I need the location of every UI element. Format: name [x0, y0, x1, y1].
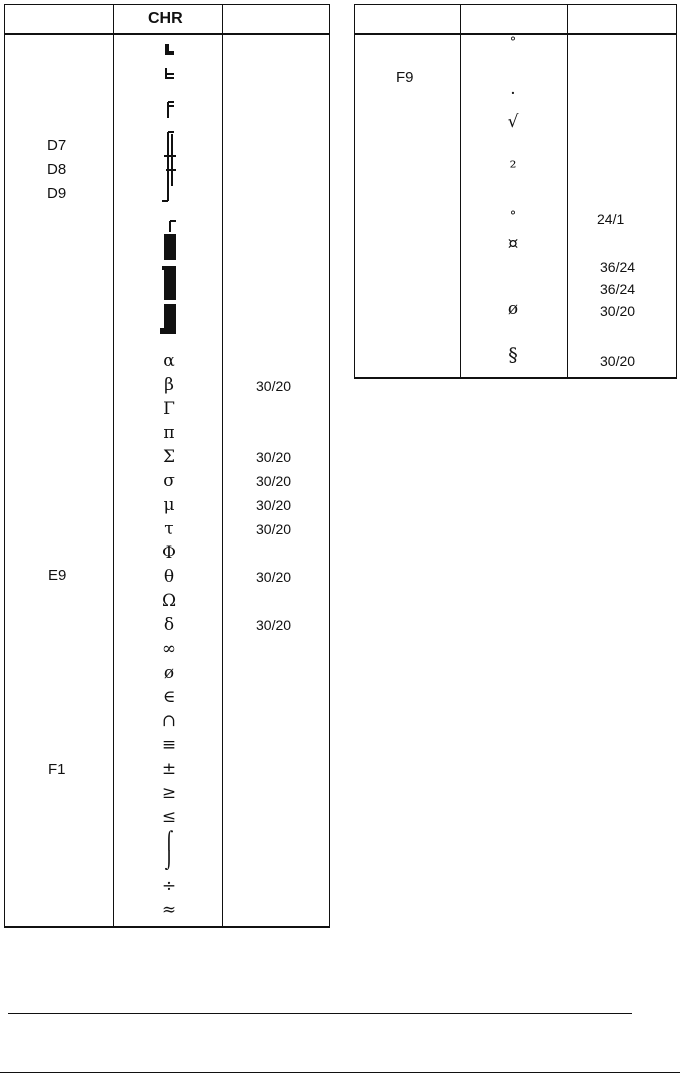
- value-36-24-a: 36/24: [600, 259, 636, 275]
- symbol-currency: ¤: [507, 234, 519, 254]
- code-d9: D9: [47, 185, 67, 202]
- chr-column-header: CHR: [148, 10, 183, 27]
- symbol-intersection: ∩: [161, 711, 177, 731]
- symbol-slashed-o-right: ø: [507, 299, 519, 319]
- symbol-gamma: Γ: [163, 399, 175, 419]
- symbol-tau: τ: [164, 519, 174, 539]
- symbol-identical: ≡: [161, 735, 177, 755]
- footer-rule-bottom: [0, 1072, 680, 1073]
- footer-rule-top: [8, 1013, 632, 1014]
- value-beta: 30/20: [256, 378, 292, 394]
- symbol-plus-minus: ±: [161, 759, 177, 779]
- code-d7: D7: [47, 137, 67, 154]
- value-sigma-upper: 30/20: [256, 449, 292, 465]
- symbol-divide: ÷: [161, 876, 177, 896]
- symbol-middle-dot: ·: [510, 84, 516, 104]
- box-drawing-icon: [150, 36, 180, 346]
- symbol-beta: β: [164, 375, 174, 395]
- symbol-pi: π: [163, 423, 175, 443]
- symbol-delta: δ: [163, 615, 175, 635]
- value-30-20-b: 30/20: [600, 353, 636, 369]
- symbol-mu: μ: [163, 495, 175, 515]
- code-d8: D8: [47, 161, 67, 178]
- value-tau: 30/20: [256, 521, 292, 537]
- symbol-less-equal: ≤: [161, 807, 177, 827]
- symbol-omega: Ω: [161, 591, 177, 611]
- symbol-theta: θ: [163, 567, 175, 587]
- code-f1: F1: [48, 761, 66, 778]
- symbol-sigma: σ: [163, 471, 175, 491]
- symbol-phi: Φ: [162, 543, 176, 563]
- symbol-superscript-two: ²: [509, 158, 517, 178]
- value-30-20-a: 30/20: [600, 303, 636, 319]
- symbol-integral-top: ⌠: [164, 831, 174, 851]
- symbol-infinity: ∞: [161, 639, 177, 659]
- symbol-square-root: √: [507, 112, 519, 132]
- code-e9: E9: [48, 567, 67, 584]
- value-mu: 30/20: [256, 497, 292, 513]
- symbol-section: §: [508, 344, 518, 366]
- symbol-element-of: ∈: [162, 687, 176, 707]
- symbol-integral-bottom: ⌡: [164, 851, 174, 871]
- value-theta: 30/20: [256, 569, 292, 585]
- symbol-alpha: α: [163, 351, 175, 371]
- symbol-approx: ≈: [161, 900, 177, 920]
- symbol-degree-small: °: [509, 209, 517, 224]
- value-24-1: 24/1: [597, 211, 625, 227]
- symbol-slashed-o: ø: [163, 663, 175, 683]
- symbol-degree: °: [509, 35, 517, 50]
- value-delta: 30/20: [256, 617, 292, 633]
- value-sigma: 30/20: [256, 473, 292, 489]
- code-f9: F9: [396, 69, 414, 86]
- symbol-sigma-upper: Σ: [162, 447, 176, 467]
- value-36-24-b: 36/24: [600, 281, 636, 297]
- symbol-greater-equal: ≥: [161, 783, 177, 803]
